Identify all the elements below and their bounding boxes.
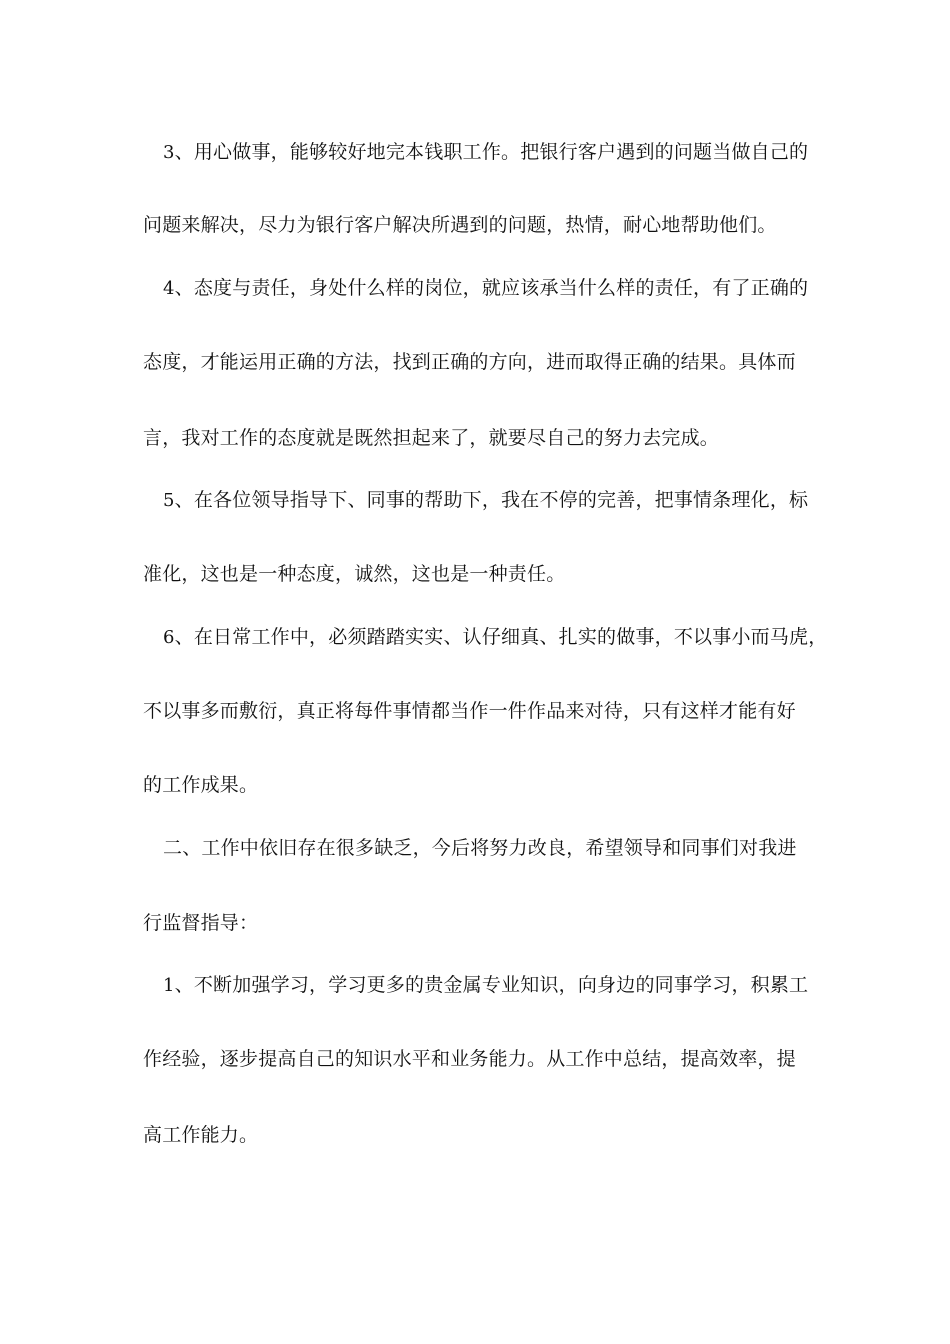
paragraph-6-line-1 [0,624,950,651]
paragraph-3-line-1 [0,139,950,166]
paragraph-text: 、在日常工作中，必须踏踏实实、认仔细真、扎实的做事，不以事小而马虎， [174,626,828,648]
section-heading-line-1: 二、工作中依旧存在很多缺乏，今后将努力改良，希望领导和同事们对我进 [163,837,797,859]
paragraph-number: 4 [163,278,175,299]
paragraph-5-line-2: 准化，这也是一种态度，诚然，这也是一种责任。 [143,563,566,585]
paragraph-text: 、用心做事，能够较好地完本钱职工作。把银行客户遇到的问题当做自己的 [174,141,809,163]
paragraph-number: 5 [163,490,175,511]
paragraph-4-line-2: 态度，才能运用正确的方法，找到正确的方向，进而取得正确的结果。具体而 [143,351,796,373]
section-heading-line-2: 行监督指导： [143,912,259,934]
paragraph-number: 1 [163,975,175,996]
paragraph-text: 、不断加强学习，学习更多的贵金属专业知识，向身边的同事学习，积累工 [174,974,809,996]
paragraph-6-line-3: 的工作成果。 [143,774,259,796]
paragraph-5-line-1 [0,487,950,514]
paragraph-number: 3 [163,142,175,163]
paragraph-4-line-3: 言，我对工作的态度就是既然担起来了，就要尽自己的努力去完成。 [143,427,720,449]
paragraph-text: 、态度与责任，身处什么样的岗位，就应该承当什么样的责任，有了正确的 [174,277,809,299]
paragraph-3-line-2: 问题来解决，尽力为银行客户解决所遇到的问题，热情，耐心地帮助他们。 [143,214,777,236]
paragraph-6-line-2: 不以事多而敷衍，真正将每件事情都当作一件作品来对待，只有这样才能有好 [143,700,796,722]
paragraph-1-line-3: 高工作能力。 [143,1124,259,1146]
paragraph-text: 、在各位领导指导下、同事的帮助下，我在不停的完善，把事情条理化，标 [174,489,809,511]
paragraph-1-line-2: 作经验，逐步提高自己的知识水平和业务能力。从工作中总结，提高效率，提 [143,1048,796,1070]
paragraph-1-line-1 [0,972,950,999]
paragraph-number: 6 [163,627,175,648]
paragraph-4-line-1 [0,275,950,302]
